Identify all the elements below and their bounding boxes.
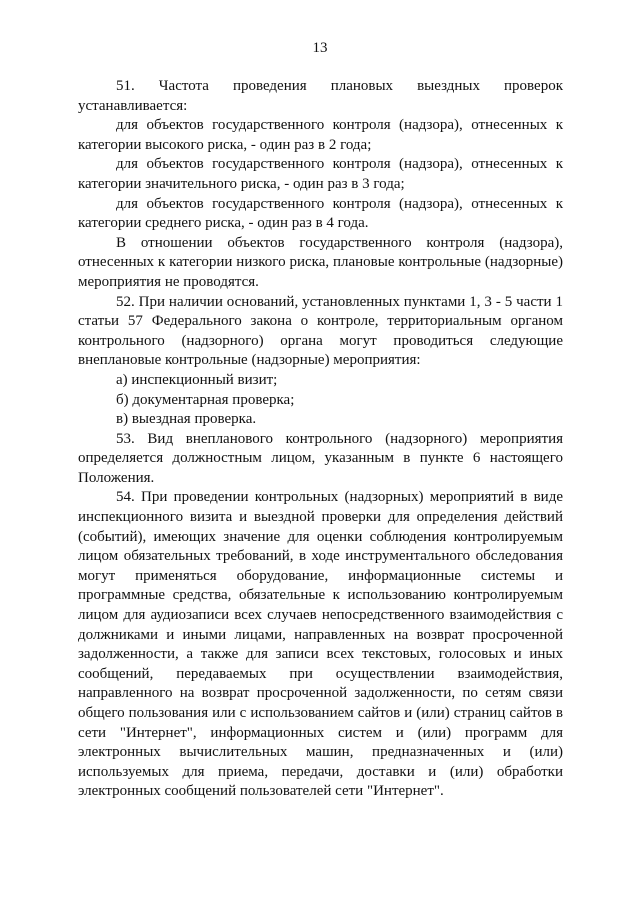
paragraph-52: 52. При наличии оснований, установленных пунктами 1, 3 - 5 части 1 статьи 57 Федерального закона о контроле, территориальным органом контрольного (надзорного) органа могут проводиться следующие внеплановые контрольные (надзорные) мероприятия:: [78, 293, 563, 369]
paragraph-52-item-c: в) выездная проверка.: [116, 411, 257, 428]
page-number: 13: [312, 40, 328, 56]
paragraph-52-item-b: б) документарная проверка;: [116, 391, 295, 408]
paragraph-51: 51. Частота проведения плановых выездных проверок устанавливается:: [78, 78, 563, 114]
paragraph-51-low-risk: В отношении объектов государственного контроля (надзора), отнесенных к категории низкого риска, плановые контрольные (надзорные) мероприятия не проводятся.: [78, 234, 563, 290]
paragraph-53: 53. Вид внепланового контрольного (надзорного) мероприятия определяется должностным лицом, указанным в пункте 6 настоящего Положения.: [78, 430, 563, 486]
paragraph-51-medium-risk: для объектов государственного контроля (надзора), отнесенных к категории среднего риска, - один раз в 4 года.: [78, 195, 563, 232]
paragraph-51-high-risk: для объектов государственного контроля (надзора), отнесенных к категории высокого риска, - один раз в 2 года;: [78, 117, 563, 153]
paragraph-51-significant-risk: для объектов государственного контроля (надзора), отнесенных к категории значительного риска, - один раз в 3 года;: [78, 156, 563, 192]
paragraph-54: 54. При проведении контрольных (надзорных) мероприятий в виде инспекционного визита и выездной проверки для определения действий (событий), имеющих значение для оценки соблюдения контролируемым лицом обязательных требований, в ходе инструментального обследования могут применяться оборудование, информационные системы и программные средства, обязательные к использованию контролируемым лицом для аудиозаписи всех случаев непосредственного взаимодействия с должниками и иными лицами, направленных на возврат просроченной задолженности, а также для записи всех текстовых, голосовых и иных сообщений, передаваемых при осуществлении взаимодействия, направленного на возврат просроченной задолженности, по сетям связи общего пользования или с использованием сайтов и (или) страниц сайтов в сети "Интернет", информационных систем и (или) программ для электронных вычислительных машин, предназначенных и (или) используемых для приема, передачи, доставки и (или) обработки электронных сообщений пользователей сети "Интернет".: [78, 489, 563, 800]
paragraph-52-item-a: а) инспекционный визит;: [116, 371, 278, 388]
document-body: [78, 77, 563, 802]
